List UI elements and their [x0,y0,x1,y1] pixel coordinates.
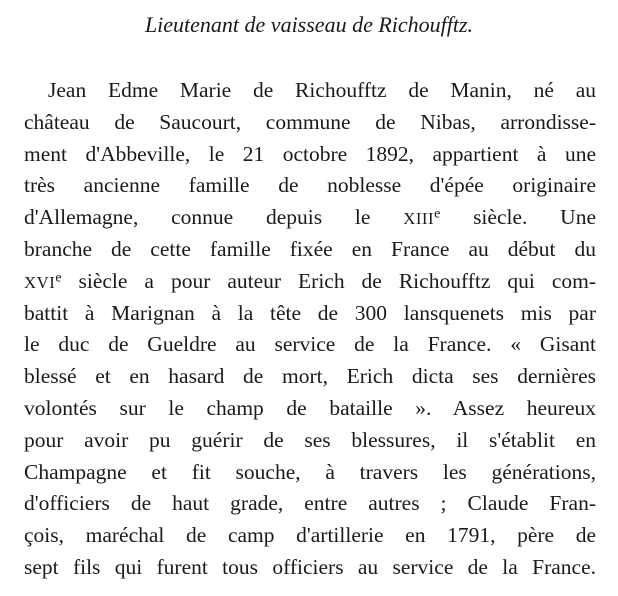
text-line: Champagne et fit souche, à travers les générations, [24,459,596,484]
page-title: Lieutenant de vaisseau de Richoufftz. [144,12,474,37]
century-numeral: XVI [24,272,56,292]
text-line [24,202,596,234]
text-line: Jean Edme Marie de Richoufftz de Manin, né au [48,78,596,102]
text-run: d'Allemagne, connue depuis le [24,205,404,230]
text-line: volontés sur le champ de bataille ». Assez heureux [24,395,596,420]
text-line: pour avoir pu guérir de ses blessures, il s'établit en [24,427,596,452]
text-line: château de Saucourt, commune de Nibas, arrondisse- [24,109,596,134]
text-line: le duc de Gueldre au service de la France. « Gisant [24,332,596,357]
text-run: siècle a pour auteur Erich de Richoufftz qui com- [61,268,596,293]
century-numeral: XIII [403,209,435,229]
text-line: blessé et en hasard de mort, Erich dicta ses dernières [24,364,596,389]
text-line: battit à Marignan à la tête de 300 lansquenets mis par [24,300,596,325]
text-line: très ancienne famille de noblesse d'épée originaire [24,173,596,198]
text-line: sept fils qui furent tous officiers au service de la France. [24,554,596,579]
text-line: d'officiers de haut grade, entre autres ; Claude Fran- [24,491,596,516]
text-line [24,266,596,298]
text-line: çois, maréchal de camp d'artillerie en 1791, père de [24,523,596,548]
text-line: branche de cette famille fixée en France au début du [24,236,596,261]
ordinal-superscript: e [434,206,441,222]
text-line: ment d'Abbeville, le 21 octobre 1892, appartient à une [24,141,596,166]
text-run: siècle. Une [440,205,596,230]
ordinal-superscript: e [55,270,62,286]
body-paragraph [24,75,596,584]
